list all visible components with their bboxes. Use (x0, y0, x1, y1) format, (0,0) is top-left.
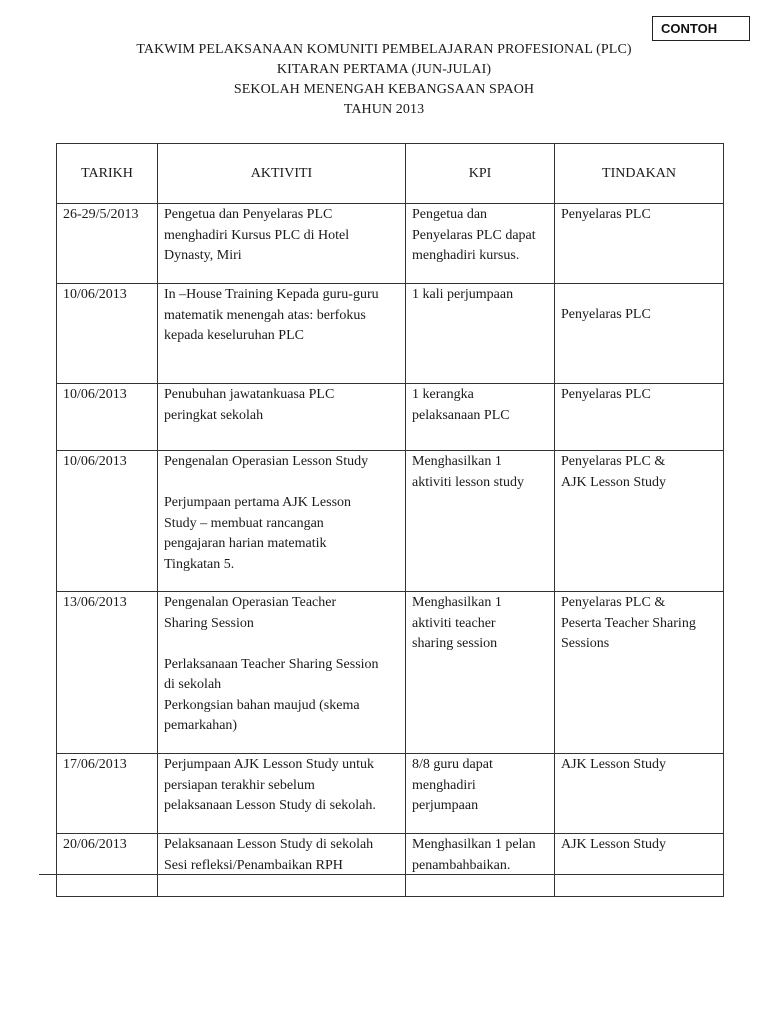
header-title: TAKWIM PELAKSANAAN KOMUNITI PEMBELAJARAN PROFESIONAL (PLC) (136, 42, 632, 57)
table-row (57, 834, 724, 897)
cell-kpi: Menghasilkan 1 aktiviti lesson study (406, 451, 555, 592)
header-cycle: KITARAN PERTAMA (JUN-JULAI) (276, 62, 492, 77)
document-header (0, 40, 768, 120)
cell-kpi: 1 kerangka pelaksanaan PLC (406, 384, 555, 451)
cell-aktiviti: Pengenalan Operasian Lesson Study Perjumpaan pertama AJK Lesson Study – membuat rancangan pengajaran harian matematik Tingkatan 5. (158, 451, 406, 592)
table-row (57, 204, 724, 284)
table-row (57, 592, 724, 754)
column-header-tarikh: TARIKH (57, 144, 158, 204)
schedule-table (56, 143, 724, 897)
cell-tarikh: 10/06/2013 (57, 451, 158, 592)
cell-tarikh: 10/06/2013 (57, 284, 158, 384)
cell-tarikh: 13/06/2013 (57, 592, 158, 754)
cell-kpi: Menghasilkan 1 aktiviti teacher sharing session (406, 592, 555, 754)
table-row (57, 754, 724, 834)
cell-kpi: Pengetua dan Penyelaras PLC dapat menghadiri kursus. (406, 204, 555, 284)
cell-tarikh: 20/06/2013 (57, 834, 158, 897)
column-header-aktiviti: AKTIVITI (158, 144, 406, 204)
table-row (57, 384, 724, 451)
cell-aktiviti: Perjumpaan AJK Lesson Study untuk persiapan terakhir sebelum pelaksanaan Lesson Study di sekolah. (158, 754, 406, 834)
cell-tindakan: Penyelaras PLC (555, 384, 724, 451)
cell-tindakan: Penyelaras PLC & Peserta Teacher Sharing Sessions (555, 592, 724, 754)
table-header-row (57, 144, 724, 204)
contoh-badge: CONTOH (652, 16, 750, 41)
header-school: SEKOLAH MENENGAH KEBANGSAAN SPAOH (233, 82, 535, 97)
table-row (57, 284, 724, 384)
cell-aktiviti: Penubuhan jawatankuasa PLC peringkat sekolah (158, 384, 406, 451)
table-row (57, 451, 724, 592)
column-header-tindakan: TINDAKAN (555, 144, 724, 204)
cell-aktiviti: Pengenalan Operasian Teacher Sharing Session Perlaksanaan Teacher Sharing Session di sekolah Perkongsian bahan maujud (skema pemarkahan) (158, 592, 406, 754)
cell-aktiviti: Pelaksanaan Lesson Study di sekolah Sesi refleksi/Penambaikan RPH (158, 834, 406, 897)
cell-aktiviti: In –House Training Kepada guru-guru matematik menengah atas: berfokus kepada keseluruhan PLC (158, 284, 406, 384)
cell-tarikh: 26-29/5/2013 (57, 204, 158, 284)
cell-tindakan: AJK Lesson Study (555, 754, 724, 834)
cell-tarikh: 17/06/2013 (57, 754, 158, 834)
cell-tindakan: Penyelaras PLC (555, 204, 724, 284)
cell-aktiviti: Pengetua dan Penyelaras PLC menghadiri Kursus PLC di Hotel Dynasty, Miri (158, 204, 406, 284)
bottom-rule-divider (39, 874, 723, 875)
cell-kpi: Menghasilkan 1 pelan penambahbaikan. (406, 834, 555, 897)
cell-tarikh: 10/06/2013 (57, 384, 158, 451)
header-year: TAHUN 2013 (343, 102, 425, 117)
cell-tindakan: AJK Lesson Study (555, 834, 724, 897)
cell-tindakan: Penyelaras PLC & AJK Lesson Study (555, 451, 724, 592)
cell-tindakan: Penyelaras PLC (555, 284, 724, 384)
cell-kpi: 1 kali perjumpaan (406, 284, 555, 384)
column-header-kpi: KPI (406, 144, 555, 204)
cell-kpi: 8/8 guru dapat menghadiri perjumpaan (406, 754, 555, 834)
